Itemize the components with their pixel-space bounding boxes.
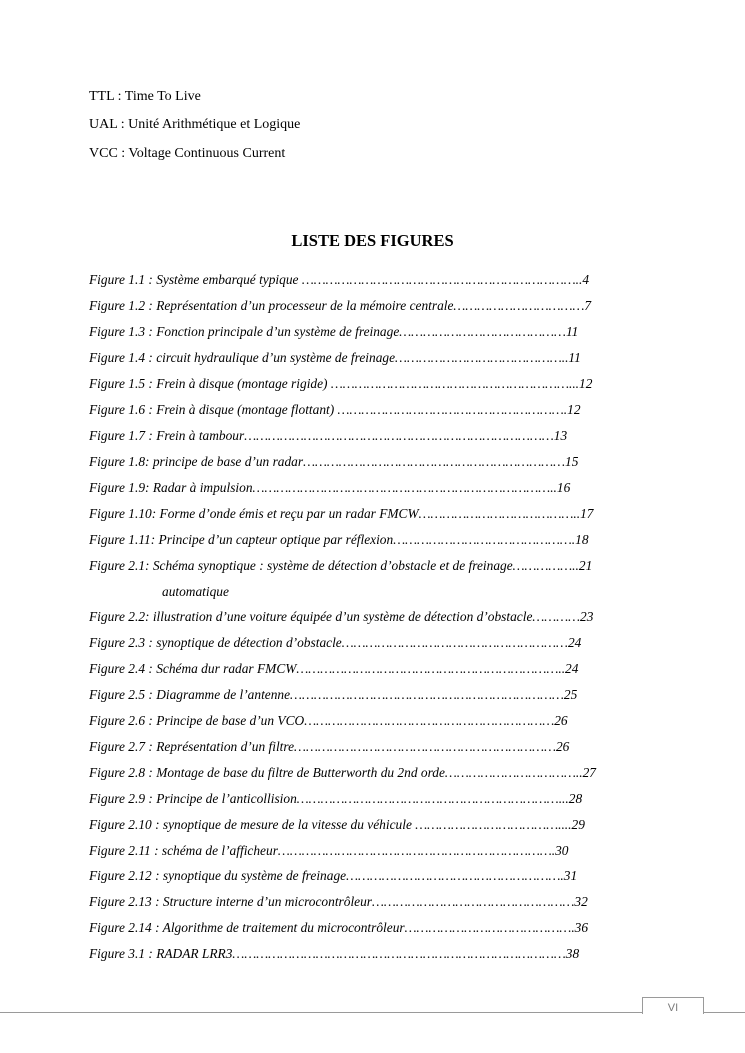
- figure-entry: Figure 2.4 : Schéma dur radar FMCW…………………………………………………………..24: [89, 661, 579, 676]
- figure-entry: Figure 1.3 : Fonction principale d’un système de freinage……………………………………11: [89, 324, 579, 339]
- abbreviation-item: TTL : Time To Live: [89, 89, 201, 104]
- figure-entry: Figure 1.1 : Système embarqué typique ……………………………………………………………..4: [89, 272, 590, 287]
- figure-entry: Figure 2.3 : synoptique de détection d’obstacle…………………………………………………24: [89, 635, 582, 650]
- figure-entry: Figure 2.13 : Structure interne d’un microcontrôleur……………………………………………32: [89, 894, 588, 909]
- figure-entry: Figure 2.5 : Diagramme de l’antenne……………………………………………………………25: [89, 687, 578, 702]
- figure-entry: Figure 2.8 : Montage de base du filtre de Butterworth du 2nd orde……………………………..27: [89, 765, 596, 780]
- abbreviation-item: UAL : Unité Arithmétique et Logique: [89, 117, 301, 132]
- figure-entry: Figure 2.1: Schéma synoptique : système de détection d’obstacle et de freinage……………..21: [89, 558, 593, 573]
- figure-entry: Figure 3.1 : RADAR LRR3…………………………………………………………………………38: [89, 946, 580, 961]
- page-number: VI: [642, 997, 704, 1014]
- figure-entry: Figure 1.6 : Frein à disque (montage flottant) ………………………………………………….12: [89, 402, 581, 417]
- figure-entry: Figure 2.7 : Représentation d’un filtre…………………………………………………………26: [89, 739, 570, 754]
- figure-entry: Figure 2.11 : schéma de l’afficheur…………………………………………………………….30: [89, 843, 569, 858]
- figure-entry: Figure 2.9 : Principe de l’anticollision…………………………………………………………...28: [89, 791, 583, 806]
- figure-entry: Figure 1.10: Forme d’onde émis et reçu par un radar FMCW…………………………………..17: [89, 506, 594, 521]
- figure-entry: Figure 1.4 : circuit hydraulique d’un système de freinage……………………………………..11: [89, 350, 581, 365]
- footer-rule: [0, 1012, 745, 1013]
- figure-entry: Figure 1.5 : Frein à disque (montage rigide) ……………………………………………………...12: [89, 376, 593, 391]
- figure-entry: Figure 1.11: Principe d’un capteur optique par réflexion……………………………………….18: [89, 532, 589, 547]
- figure-entry: Figure 2.2: illustration d’une voiture équipée d’un système de détection d’obstacle…………23: [89, 609, 594, 624]
- figure-entry: Figure 2.6 : Principe de base d’un VCO………………………………………………………26: [89, 713, 568, 728]
- figure-entry: Figure 1.7 : Frein à tambour……………………………………………………………………13: [89, 428, 568, 443]
- list-title: LISTE DES FIGURES: [291, 231, 454, 250]
- figure-entry: Figure 1.9: Radar à impulsion…………………………………………………………………..16: [89, 480, 571, 495]
- figure-entry: Figure 2.10 : synoptique de mesure de la vitesse du véhicule ………………………………....29: [89, 817, 585, 832]
- figure-entry: Figure 1.8: principe de base d’un radar…………………………………………………………15: [89, 454, 579, 469]
- figure-entry-continuation: automatique: [162, 584, 229, 599]
- figure-entry: Figure 2.12 : synoptique du système de freinage……………………………………………….31: [89, 868, 578, 883]
- abbreviation-item: VCC : Voltage Continuous Current: [89, 146, 286, 161]
- figure-entry: Figure 1.2 : Représentation d’un processeur de la mémoire centrale……………………………7: [89, 298, 592, 313]
- figure-entry: Figure 2.14 : Algorithme de traitement du microcontrôleur…………………………………….36: [89, 920, 589, 935]
